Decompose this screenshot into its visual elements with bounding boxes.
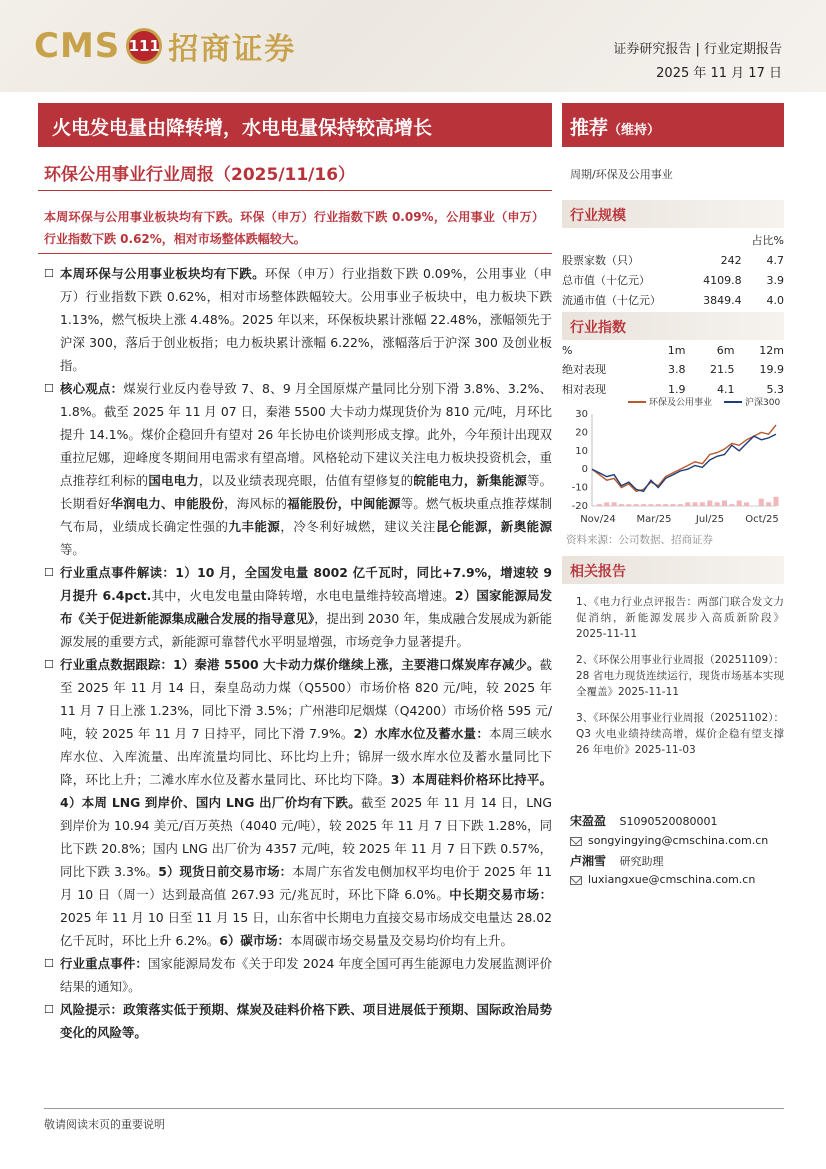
row-value: 242	[720, 253, 742, 267]
para-text: ，海风标的	[224, 496, 288, 511]
table-row	[562, 270, 784, 290]
cms-logo	[34, 24, 296, 68]
para-text: 等。燃气板块重点推荐煤制气布局，业绩成长确定性强的	[60, 496, 553, 534]
relative-bar	[641, 504, 646, 506]
para-text: 环保（申万）行业指数下跌 0.09%，公用事业（申万）行业指数下跌 0.62%，相对市场整体跌幅较大。公用事业子板块中，电力板块下跌 1.13%，燃气板块上涨 4.48%。2025 年以来，环保板块累计涨幅 22.48%，涨幅领先于沪深 300，落后于创业板指；电力板块累计涨幅 6.22%，涨幅落后于沪深 300 及创业板指。	[60, 266, 553, 373]
row-value: 3849.4	[703, 293, 742, 307]
series-line-env-utilities	[592, 425, 776, 491]
series-lines	[592, 425, 776, 491]
row-label: 流通市值（十亿元）	[562, 294, 661, 307]
bullet-key-event	[44, 952, 552, 998]
legend-label-csi300: 沪深300	[745, 398, 781, 408]
stock-name: 国电电力	[148, 473, 199, 488]
relative-bar	[663, 504, 668, 506]
para-text: ，冷冬利好城燃，建议关注	[280, 519, 436, 534]
para-text: 国家能源局发布《关于印发 2024 年度全国可再生能源电力发展监测评价结果的通知》。	[60, 956, 552, 994]
para-text: 煤炭行业反内卷导致 7、8、9 月全国原煤产量同比分别下滑 3.8%、3.2%、1.8%。截至 2025 年 11 月 07 日，秦港 5500 大卡动力煤现货价为 810 元/吨，月环比提升 14.1%。煤价企稳回升有望对 26 年长协电价谈判形成支撑。此外，今年预计出现双重拉尼娜，迎峰度冬期间用电需求有望高增。风格轮动下建议关注电力板块投资机会，重点推荐红利标的	[60, 381, 552, 488]
y-tick-label: -10	[571, 482, 588, 494]
col-header: 6m	[716, 344, 735, 357]
mail-icon	[570, 876, 582, 885]
industry-scale-panel	[562, 200, 784, 310]
index-table	[562, 342, 784, 399]
row-value: 5.3	[766, 382, 784, 396]
bullet-core-view	[44, 377, 552, 561]
stock-name: 昆仑能源，新奥能源	[435, 519, 553, 534]
para-bold: 3）本周硅料价格环比持平。4）本周 LNG 到岸价、国内 LNG 出厂价均有下跌。	[60, 772, 553, 810]
para-text: 2025 年 11 月 10 日至 11 月 15 日，山东省中长期电力直接交易市场成交电量达 28.02 亿千瓦时，环比上升 6.2%。	[60, 910, 552, 948]
relative-bar	[729, 504, 734, 506]
analyst-email[interactable]: songyingying@cmschina.com.cn	[588, 834, 769, 847]
checkbox-bullet-icon: ☐	[44, 267, 54, 280]
index-title: 行业指数	[562, 312, 784, 340]
checkbox-bullet-icon: ☐	[44, 566, 54, 579]
analyst-2	[570, 852, 664, 869]
logo-latin: CMS	[34, 26, 121, 66]
row-pct: 3.9	[766, 273, 784, 287]
para-text: 本周广东省发电侧加权平均电价于 2025 年 11 月 10 日（周一）达到最高值 267.93 元/兆瓦时，环比下降 6.0%。	[60, 864, 552, 902]
analyst-role: 研究助理	[619, 855, 664, 868]
row-label: 绝对表现	[562, 363, 606, 376]
logo-chinese: 招商证券	[168, 32, 297, 67]
table-row	[562, 290, 784, 310]
relative-bar	[678, 504, 683, 506]
analyst-1	[570, 812, 717, 829]
stock-name: 福能股份，中闽能源	[287, 496, 401, 511]
checkbox-bullet-icon: ☐	[44, 658, 54, 671]
analyst-name: 卢湘雪	[570, 854, 607, 868]
bullet-risk-warning	[44, 998, 552, 1044]
analyst-name: 宋盈盈	[570, 814, 607, 828]
para-text: 本周碳市场交易量及交易均价均有上升。	[289, 933, 513, 948]
index-chart-svg	[562, 394, 784, 528]
report-type: 证券研究报告 | 行业定期报告	[613, 42, 782, 57]
row-value: 21.5	[710, 362, 735, 376]
related-item[interactable]: 1、《电力行业点评报告：两部门联合发文力促消纳，新能源发展步入高质新阶段》2025-11-11	[576, 596, 784, 640]
relative-bars	[597, 497, 779, 506]
relative-bar	[707, 500, 712, 506]
relative-bar	[604, 502, 609, 506]
relative-bar	[648, 504, 653, 506]
chart-source: 资料来源：公司数据、招商证券	[566, 534, 713, 546]
x-tick-label: Oct/25	[745, 514, 779, 525]
report-body	[44, 262, 552, 1044]
y-tick-label: 0	[581, 464, 588, 476]
para-bold: 风险提示：政策落实低于预期、煤炭及硅料价格下跌、项目进展低于预期、国际政治局势变化的风险等。	[60, 1002, 552, 1040]
stock-name: 皖能电力，新集能源	[413, 473, 528, 488]
row-value: 4109.8	[703, 273, 742, 287]
para-bold: 行业重点数据跟踪：1）秦港 5500 大卡动力煤价继续上涨，主要港口煤炭库存减少。	[60, 657, 540, 672]
row-value: 19.9	[759, 362, 784, 376]
checkbox-bullet-icon: ☐	[44, 957, 54, 970]
relative-bar	[715, 502, 720, 506]
relative-bar	[612, 502, 617, 506]
para-bold: 中长期交易市场：	[449, 887, 553, 902]
series-line-csi300	[592, 434, 776, 491]
x-tick-label: Jul/25	[695, 514, 725, 525]
para-bold: 2）水库水位及蓄水量：	[353, 726, 489, 741]
checkbox-bullet-icon: ☐	[44, 1003, 54, 1016]
row-pct: 4.0	[766, 293, 784, 307]
x-tick-label: Nov/24	[580, 514, 616, 525]
analyst-email[interactable]: luxiangxue@cmschina.com.cn	[588, 873, 756, 886]
footer-note: 敬请阅读末页的重要说明	[44, 1118, 165, 1131]
summary-divider	[38, 253, 552, 254]
para-text: 等。长期看好	[60, 473, 553, 511]
scale-table	[562, 230, 784, 310]
para-bold: 核心观点：	[60, 381, 124, 396]
relative-bar	[685, 502, 690, 506]
related-title: 相关报告	[562, 556, 784, 584]
para-bold: 行业重点事件：	[60, 956, 148, 971]
analyst-2-email-row	[570, 873, 755, 886]
logo-mark-icon: 111	[126, 28, 162, 64]
rating-label: 推荐	[570, 117, 609, 139]
relative-bar	[693, 502, 698, 506]
para-text: 其中，火电发电量由降转增，水电电量维持较高增速。	[151, 588, 455, 603]
para-bold: 6）碳市场：	[219, 933, 290, 948]
para-bold: 5）现货日前交易市场：	[158, 864, 293, 879]
x-tick-label: Mar/25	[636, 514, 672, 525]
table-header	[562, 342, 784, 359]
scale-title: 行业规模	[562, 200, 784, 228]
row-label: 股票家数（只）	[562, 254, 639, 267]
industry-category: 周期/环保及公用事业	[570, 168, 673, 181]
para-bold: 2）国家能源局发布《关于促进新能源集成融合发展的指导意见》	[60, 588, 553, 626]
relative-bar	[670, 504, 675, 506]
title-divider	[38, 190, 552, 191]
report-title: 火电发电量由降转增，水电电量保持较高增长	[38, 103, 552, 147]
related-item[interactable]: 2、《环保公用事业行业周报（20251109）：28 省电力现货连续运行，现货市场基本实现全覆盖》2025-11-11	[576, 654, 784, 698]
relative-bar	[759, 499, 764, 506]
stock-name: 九丰能源	[228, 519, 281, 534]
relative-bar	[626, 504, 631, 506]
col-header: 12m	[759, 344, 784, 357]
table-row	[562, 359, 784, 379]
analyst-code: S1090520080001	[619, 815, 718, 828]
relative-bar	[737, 500, 742, 506]
para-text: 本周三峡水库水位、入库流量、出库流量均同比、环比均上升；锦屏一级水库水位及蓄水量同比下降，环比上升；二滩水库水位及蓄水量同比、环比均下降。	[60, 726, 553, 787]
relative-bar	[774, 497, 779, 506]
para-text: ，提出到 2030 年，集成融合发展成为新能源发展的重要方式，新能源可靠替代水平明显增强，市场竞争力显著提升。	[60, 611, 552, 649]
report-date: 2025 年 11 月 17 日	[656, 66, 782, 81]
relative-bar	[700, 502, 705, 506]
y-tick-label: 20	[575, 427, 588, 439]
para-text: ，以及业绩表现亮眼，估值有望修复的	[198, 473, 414, 488]
relative-bar	[722, 500, 727, 506]
relative-bar	[744, 502, 749, 506]
para-bold: 行业重点事件解读：1）10 月，全国发电量 8002 亿千瓦时，同比+7.9%，增速较 9 月提升 6.4pct.	[60, 565, 552, 603]
relative-bar	[656, 504, 661, 506]
y-tick-label: 10	[575, 445, 588, 457]
chart-legend	[628, 396, 780, 408]
footer-divider	[44, 1108, 784, 1109]
table-row	[562, 250, 784, 270]
stock-name: 华润电力、申能股份	[110, 496, 225, 511]
mail-icon	[570, 837, 582, 846]
relative-bar	[634, 504, 639, 506]
y-tick-label: 30	[575, 409, 588, 420]
industry-index-panel	[562, 312, 784, 399]
relative-bar	[597, 504, 602, 506]
rating-badge	[562, 103, 784, 147]
row-value: 3.8	[668, 362, 686, 376]
row-label: 总市值（十亿元）	[562, 274, 650, 287]
col-header: 1m	[667, 344, 686, 357]
page-header	[0, 0, 826, 92]
legend-label-env-utilities: 环保及公用事业	[649, 398, 713, 408]
row-value: 4.1	[717, 382, 735, 396]
relative-bar	[766, 502, 771, 506]
analyst-1-email-row	[570, 834, 768, 847]
index-chart	[562, 394, 784, 528]
para-text: 截至 2025 年 11 月 14 日，LNG 到岸价为 10.94 美元/百万英热（4040 元/吨），较 2025 年 11 月 7 日下跌 1.28%，同比下跌 20.8%；国内 LNG 出厂价为 4357 元/吨，较 2025 年 11 月 7 日下跌 0.57%，同比下跌 3.3%。	[60, 795, 552, 879]
checkbox-bullet-icon: ☐	[44, 382, 54, 395]
y-tick-label: -20	[571, 501, 588, 512]
related-reports-panel	[562, 556, 784, 584]
col-header: %	[562, 344, 573, 357]
row-value: 1.9	[668, 382, 686, 396]
para-text: 等。	[60, 542, 85, 557]
bullet-data-tracking	[44, 653, 552, 952]
rating-note: （维持）	[608, 123, 661, 138]
bullet-weekly-performance	[44, 262, 552, 377]
row-pct: 4.7	[766, 253, 784, 267]
related-item[interactable]: 3、《环保公用事业行业周报（20251102）：Q3 火电业绩持续高增，煤价企稳有望支撑 26 年电价》2025-11-03	[576, 712, 784, 756]
summary-text: 本周环保与公用事业板块均有下跌。环保（申万）行业指数下跌 0.09%，公用事业（申万）行业指数下跌 0.62%，相对市场整体跌幅较大。	[44, 210, 544, 246]
y-axis	[572, 409, 776, 512]
scale-col-header: 占比%	[751, 234, 784, 247]
bullet-event-interpretation	[44, 561, 552, 653]
relative-bar	[619, 504, 624, 506]
row-label: 相对表现	[562, 383, 606, 396]
para-bold: 本周环保与公用事业板块均有下跌。	[60, 266, 265, 281]
report-subtitle: 环保公用事业行业周报（2025/11/16）	[44, 165, 356, 185]
related-list	[576, 594, 784, 768]
para-text: 截至 2025 年 11 月 14 日，秦皇岛动力煤（Q5500）市场价格 820 元/吨，较 2025 年 11 月 7 日上涨 1.23%，同比下滑 3.5%；广州港印尼烟煤（Q4200）市场价格 595 元/吨，较 2025 年 11 月 7 日持平，同比下滑 7.9%。	[60, 657, 552, 741]
x-axis	[580, 514, 779, 525]
